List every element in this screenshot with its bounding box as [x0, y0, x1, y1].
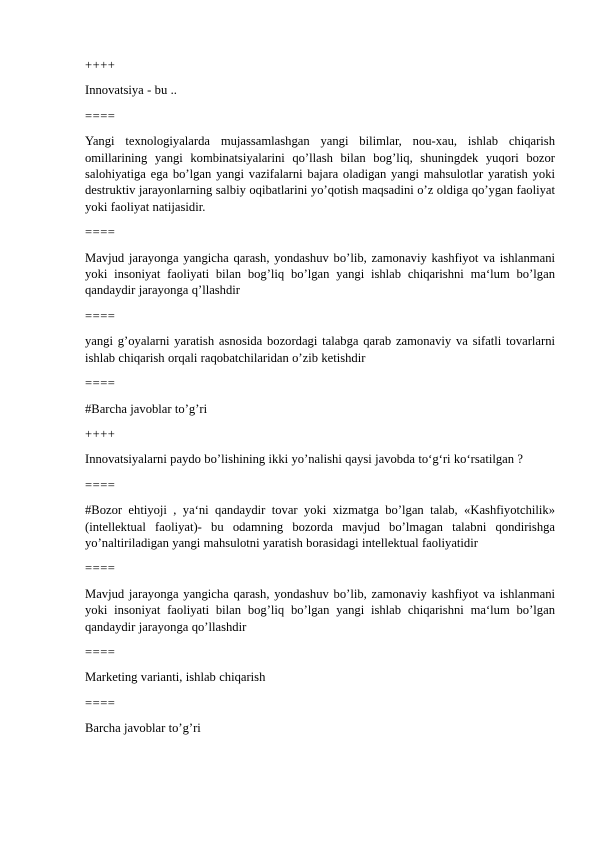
separator-equals: ====: [85, 477, 116, 492]
separator-equals: ====: [85, 376, 116, 391]
separator-equals: ====: [85, 695, 116, 710]
separator-equals: ====: [85, 561, 116, 576]
question-text: Innovatsiyalarni paydo bo’lishining ikki yo’nalishi qaysi javobda to‘g‘ri ko‘rsatilgan ?: [85, 452, 523, 467]
answer-option: Yangi texnologiyalarda mujassamlashgan yangi bilimlar, nou-xau, ishlab chiqarish omillarining yangi kombinatsiyalarini qo’llash bilan bog’liq, shuningdek yuqori bozor salohiyatiga ega bo’lgan yangi vazifalarni bajara oladigan yangi mahsulotlar yaratish yoki destruktiv jarayonlarning salbiy oqibatlarini yo’qotish maqsadini o’z oldiga qo’ygan faoliyat yoki faoliyat natijasidir.: [85, 134, 555, 214]
separator-equals: ====: [85, 108, 116, 123]
separator-plus: ++++: [85, 58, 116, 72]
separator-equals: ====: [85, 308, 116, 323]
answer-option: Mavjud jarayonga yangicha qarash, yondashuv bo’lib, zamonaviy kashfiyot va ishlanmani yoki insoniyat faoliyati bilan bog’liq bo’lgan yangi ishlab chiqarishni ma‘lum bo’lgan qandaydir jarayonga qo’llashdir: [85, 586, 555, 634]
separator-equals: ====: [85, 644, 116, 659]
answer-option: yangi g’oyalarni yaratish asnosida bozordagi talabga qarab zamonaviy va sifatli tovarlarni ishlab chiqarish orqali raqobatchilaridan o’zib ketishdir: [85, 334, 555, 365]
question-text: Innovatsiya - bu ..: [85, 83, 177, 98]
separator-equals: ====: [85, 225, 116, 240]
answer-option: Marketing varianti, ishlab chiqarish: [85, 670, 266, 685]
correct-answer: #Barcha javoblar to’g’ri: [85, 401, 208, 416]
answer-option: Barcha javoblar to’g’ri: [85, 721, 201, 736]
separator-plus: ++++: [85, 426, 116, 441]
correct-answer: #Bozor ehtiyoji , ya‘ni qandaydir tovar yoki xizmatga bo’lgan talab, «Kashfiyotchilik» (intellektual faoliyat)- bu odamning bozorda mavjud bo’lmagan talabni qondirishga yo’naltiriladigan yangi mahsulotni yaratish borasidagi intellektual faoliyatidir: [85, 503, 555, 550]
answer-option: Mavjud jarayonga yangicha qarash, yondashuv bo’lib, zamonaviy kashfiyot va ishlanmani yoki insoniyat faoliyati bilan bog’liq bo’lgan yangi ishlab chiqarishni ma‘lum bo’lgan qandaydir jarayonga q’llashdir: [85, 250, 555, 298]
document-page: [85, 57, 555, 746]
